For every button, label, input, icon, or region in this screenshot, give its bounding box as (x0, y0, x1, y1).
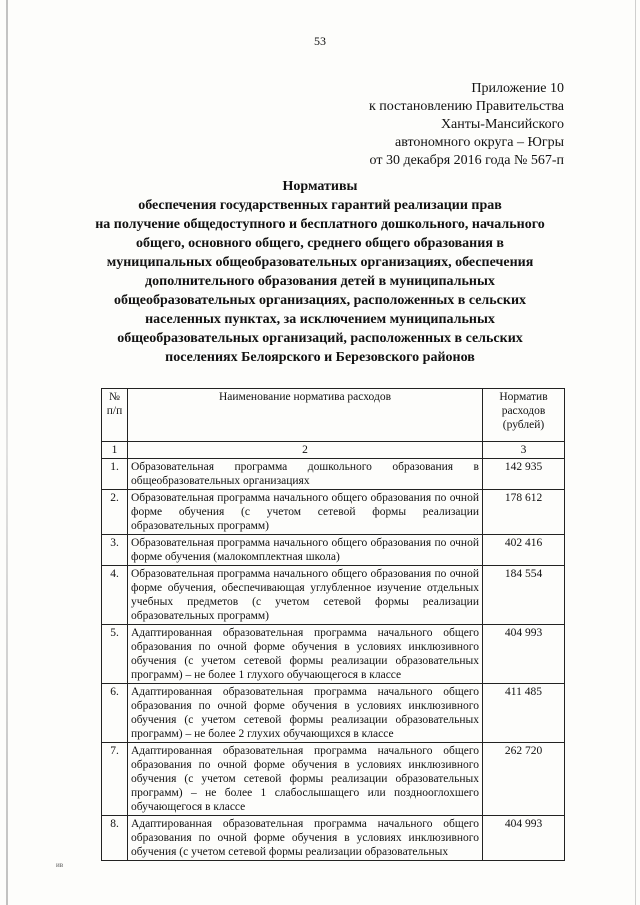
row-number: 6. (102, 684, 128, 743)
row-number: 4. (102, 566, 128, 625)
header-number: № п/п (102, 389, 128, 442)
scan-footer-mark: ив (56, 861, 64, 869)
column-number: 2 (128, 442, 483, 459)
table-row (102, 816, 565, 861)
column-number: 1 (102, 442, 128, 459)
row-number: 8. (102, 816, 128, 861)
row-name: Адаптированная образовательная программа начального общего образования по очной форме обучения в условиях инклюзивного обучения (с учетом сетевой формы реализации образовательных программ) – не более 1 глухого обучающегося в классе (128, 625, 483, 684)
row-number: 1. (102, 459, 128, 490)
document-title (60, 177, 580, 367)
table-row (102, 490, 565, 535)
title-line: Нормативы (282, 179, 358, 194)
appendix-line: к постановлению Правительства (368, 99, 564, 114)
table-row (102, 566, 565, 625)
row-name: Образовательная программа начального общего образования по очной форме обучения (малокомплектная школа) (128, 535, 483, 566)
title-line: дополнительного образования детей в муниципальных (145, 274, 495, 289)
row-value: 404 993 (483, 816, 565, 861)
row-value: 402 416 (483, 535, 565, 566)
scan-edge-right (635, 0, 636, 905)
page-number: 53 (314, 34, 326, 48)
title-line: общеобразовательных организаций, расположенных в сельских (117, 331, 523, 346)
table-row (102, 535, 565, 566)
column-number: 3 (483, 442, 565, 459)
row-name: Образовательная программа начального общего образования по очной форме обучения, обеспечивающая углубленное изучение отдельных учебных предметов (с учетом сетевой формы реализации образовательных программ) (128, 566, 483, 625)
row-value: 184 554 (483, 566, 565, 625)
row-value: 404 993 (483, 625, 565, 684)
row-value: 178 612 (483, 490, 565, 535)
column-number-row (102, 442, 565, 459)
row-value: 262 720 (483, 743, 565, 816)
table-row (102, 684, 565, 743)
table-row (102, 625, 565, 684)
row-value: 142 935 (483, 459, 565, 490)
title-line: муниципальных общеобразовательных организациях, обеспечения (106, 255, 534, 270)
row-name: Адаптированная образовательная программа начального общего образования по очной форме обучения в условиях инклюзивного обучения (с учетом сетевой формы реализации образовательных (128, 816, 483, 861)
row-number: 7. (102, 743, 128, 816)
appendix-line: автономного округа – Югры (395, 135, 564, 150)
row-name: Адаптированная образовательная программа начального общего образования по очной форме обучения в условиях инклюзивного обучения (с учетом сетевой формы реализации образовательных программ) – не более 1 слабослышащего или позднооглохшего обучающегося в классе (128, 743, 483, 816)
row-number: 3. (102, 535, 128, 566)
title-line: населенных пунктах, за исключением муниципальных (145, 312, 495, 327)
title-line: общего, основного общего, среднего общего образования в (136, 236, 504, 251)
scan-edge-left (6, 0, 8, 905)
row-name: Образовательная программа начального общего образования по очной форме обучения (с учетом сетевой формы реализации образовательных программ) (128, 490, 483, 535)
row-number: 2. (102, 490, 128, 535)
appendix-line: Ханты-Мансийского (440, 117, 564, 132)
row-value: 411 485 (483, 684, 565, 743)
appendix-block (369, 80, 564, 170)
row-name: Образовательная программа дошкольного образования в общеобразовательных организациях (128, 459, 483, 490)
title-line: обеспечения государственных гарантий реализации прав (138, 198, 502, 213)
header-value: Норматив расходов (рублей) (483, 389, 565, 442)
norms-table (101, 388, 565, 861)
table-row (102, 459, 565, 490)
row-name: Адаптированная образовательная программа начального общего образования по очной форме обучения в условиях инклюзивного обучения (с учетом сетевой формы реализации образовательных программ) – не более 2 глухих обучающихся в классе (128, 684, 483, 743)
title-line: общеобразовательных организациях, расположенных в сельских (113, 293, 527, 308)
header-name: Наименование норматива расходов (128, 389, 483, 442)
table-header-row (102, 389, 565, 442)
title-line: на получение общедоступного и бесплатного дошкольного, начального (95, 217, 545, 232)
table-row (102, 743, 565, 816)
appendix-line: Приложение 10 (471, 81, 564, 96)
appendix-line: от 30 декабря 2016 года № 567-п (369, 153, 564, 168)
title-line: поселениях Белоярского и Березовского районов (165, 350, 475, 365)
row-number: 5. (102, 625, 128, 684)
